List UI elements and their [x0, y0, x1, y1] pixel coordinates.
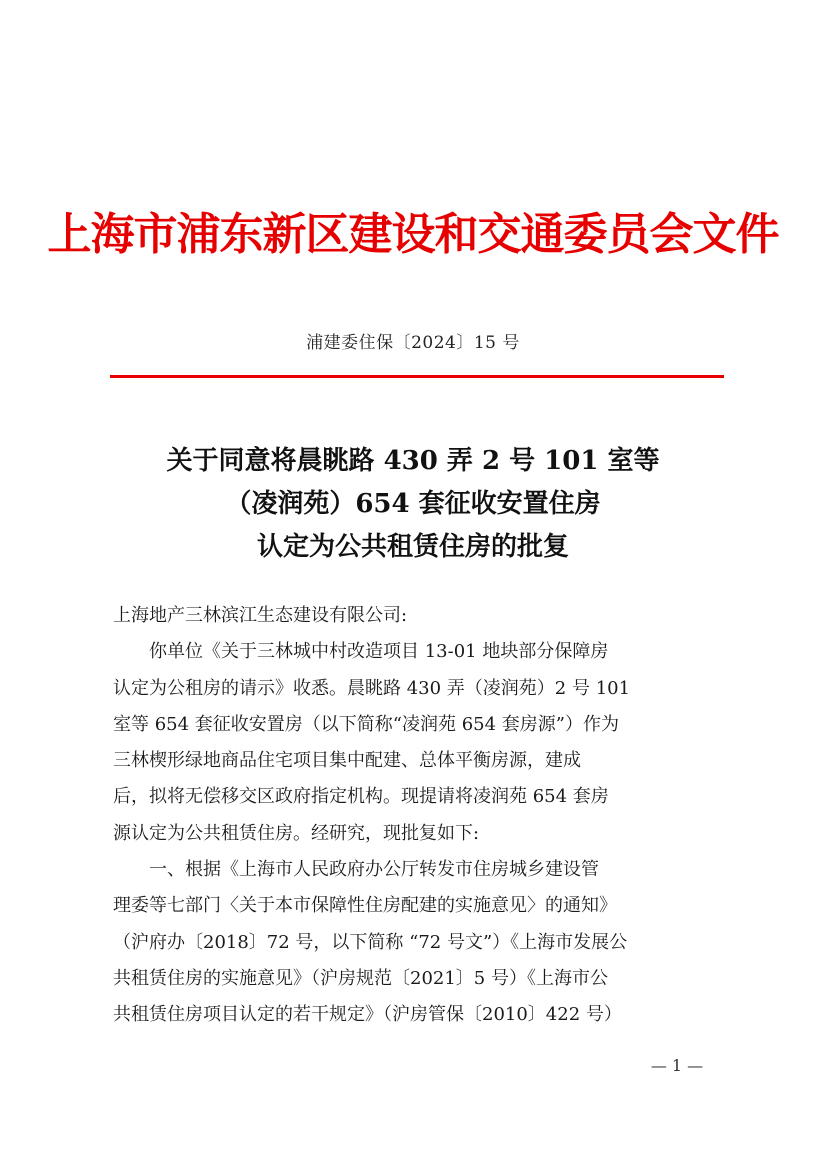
page-number: — 1 —	[650, 1056, 704, 1075]
body-line: 共租赁住房的实施意见》（沪房规范〔2021〕5 号）《上海市公	[113, 967, 608, 989]
body-line: 后，拟将无偿移交区政府指定机构。现提请将凌润苑 654 套房	[113, 786, 609, 808]
body-line: 一、根据《上海市人民政府办公厅转发市住房城乡建设管	[149, 859, 599, 881]
body-line: 室等 654 套征收安置房（以下简称“凌润苑 654 套房源”）作为	[113, 713, 620, 735]
masthead-title: 上海市浦东新区建设和交通委员会文件	[47, 209, 779, 260]
title-line: 认定为公共租赁住房的批复	[256, 532, 569, 562]
body-line: 理委等七部门〈关于本市保障性住房配建的实施意见〉的通知》	[113, 895, 617, 917]
body-line: 你单位《关于三林城中村改造项目 13-01 地块部分保障房	[149, 641, 609, 663]
document-number: 浦建委住保〔2024〕15 号	[306, 333, 520, 353]
body-line: 三林楔形绿地商品住宅项目集中配建、总体平衡房源，建成	[113, 750, 581, 772]
title-line: 关于同意将晨眺路 430 弄 2 号 101 室等	[166, 446, 660, 476]
document-title	[0, 440, 826, 569]
title-line: （凌润苑）654 套征收安置住房	[225, 489, 601, 519]
document-body	[113, 598, 723, 1034]
body-line: 源认定为公共租赁住房。经研究，现批复如下:	[113, 822, 480, 844]
addressee: 上海地产三林滨江生态建设有限公司:	[113, 605, 408, 626]
red-divider-line	[110, 375, 724, 378]
body-line: 认定为公租房的请示》收悉。晨眺路 430 弄（凌润苑）2 号 101	[113, 677, 631, 699]
body-line: （沪府办〔2018〕72 号，以下简称 “72 号文”）《上海市发展公	[113, 931, 628, 953]
body-line: 共租赁住房项目认定的若干规定》（沪房管保〔2010〕422 号）	[113, 1004, 622, 1026]
